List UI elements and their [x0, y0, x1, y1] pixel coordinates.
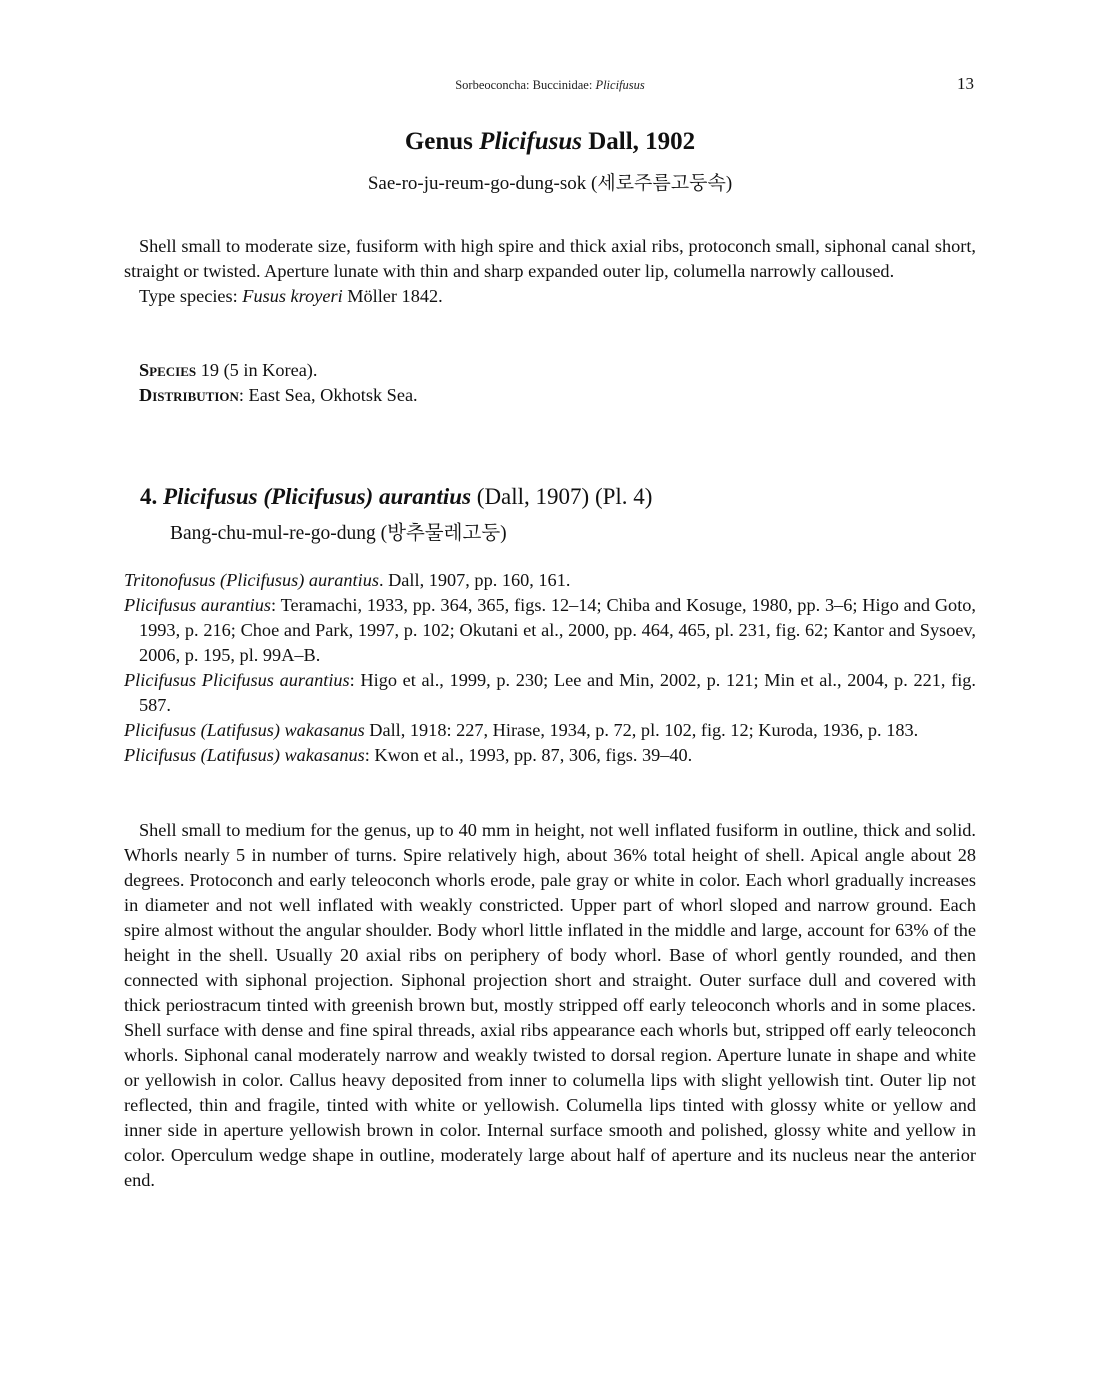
species-subgenus: (Plicifusus) [263, 484, 374, 509]
distribution-value: : East Sea, Okhotsk Sea. [238, 385, 418, 405]
page-number: 13 [957, 74, 974, 93]
species-description-block [124, 818, 976, 1193]
running-head-prefix: Sorbeoconcha: Buccinidae: [455, 78, 596, 92]
species-author: (Dall, 1907) (Pl. 4) [471, 484, 653, 509]
synonym-entry [124, 568, 976, 593]
synonym-name: Plicifusus aurantius [124, 595, 272, 615]
genus-description: Shell small to moderate size, fusiform with high spire and thick axial ribs, protoconch small, siphonal canal short, straight or twisted. Aperture lunate with thin and sharp expanded outer lip, columella narrowly calloused. [124, 236, 976, 281]
species-genus: Plicifusus [163, 484, 258, 509]
synonym-reference: Dall, 1918: 227, Hirase, 1934, p. 72, pl. 102, fig. 12; Kuroda, 1936, p. 183. [364, 720, 919, 740]
genus-title-name: Plicifusus [479, 128, 582, 155]
species-title [140, 484, 652, 510]
synonym-reference: : Kwon et al., 1993, pp. 87, 306, figs. 39–40. [364, 745, 693, 765]
genus-title [0, 128, 1100, 156]
synonym-entry [124, 718, 976, 743]
genus-info-block [124, 358, 976, 408]
synonym-reference: : Higo et al., 1999, p. 230; Lee and Min, 2002, p. 121; Min et al., 2004, p. 221, fig. 587. [139, 670, 976, 715]
type-species [124, 284, 976, 309]
running-head [0, 78, 1100, 93]
species-description: Shell small to medium for the genus, up to 40 mm in height, not well inflated fusiform in outline, thick and solid. Whorls nearly 5 in number of turns. Spire relatively high, about 36% total height of shell. Apical angle about 28 degrees. Protoconch and early teleoconch whorls erode, pale gray or white in color. Each whorl gradually increases in diameter and not well inflated with weakly constricted. Upper part of whorl sloped and narrow ground. Each spire almost without the angular shoulder. Body whorl little inflated in the middle and large, account for 63% of the height in the shell. Usually 20 axial ribs on periphery of body whorl. Base of whorl gently rounded, and then connected with siphonal projection. Siphonal projection short and straight. Outer surface dull and covered with thick periostracum tinted with greenish brown but, mostly stripped off early teleoconch whorls and in some places. Shell surface with dense and fine spiral threads, axial ribs appearance each whorls but, stripped off early teleoconch whorls. Siphonal canal moderately narrow and weakly twisted to dorsal region. Aperture lunate in shape and white or yellowish in color. Callus heavy deposited from inner to columella lips with slight yellowish tint. Outer lip not reflected, thin and fragile, tinted with white or yellowish. Columella lips tinted with glossy white or yellow and inner side in aperture yellowish brown in color. Internal surface smooth and polished, glossy white and yellow in color. Operculum wedge shape in outline, moderately large about half of aperture and its nucleus near the anterior end. [124, 820, 976, 1190]
synonym-name: Tritonofusus (Plicifusus) aurantius [124, 570, 379, 590]
distribution [124, 383, 976, 408]
species-number: 4. [140, 484, 158, 509]
type-species-label: Type species: [139, 286, 243, 306]
distribution-label: Distribution [139, 385, 239, 405]
synonym-entry [124, 593, 976, 668]
synonym-name: Plicifusus Plicifusus aurantius [124, 670, 350, 690]
species-korean-name: Bang-chu-mul-re-go-dung (방추물레고둥) [170, 523, 507, 544]
species-count [124, 358, 976, 383]
synonym-entry [124, 743, 976, 768]
genus-title-prefix: Genus [404, 128, 480, 155]
genus-title-author: Dall, 1902 [581, 128, 696, 155]
synonym-name: Plicifusus (Latifusus) wakasanus [124, 745, 365, 765]
synonym-reference: : Teramachi, 1933, pp. 364, 365, figs. 12–14; Chiba and Kosuge, 1980, pp. 3–6; Higo and Goto, 1993, p. 216; Choe and Park, 1997, p. 102; Okutani et al., 2000, pp. 464, 465, pl. 231, fig. 62; Kantor and Sysoev, 2006, p. 195, pl. 99A–B. [139, 595, 976, 665]
synonym-name: Plicifusus (Latifusus) wakasanus [124, 720, 365, 740]
genus-korean-name: Sae-ro-ju-reum-go-dung-sok (세로주름고둥속) [367, 173, 733, 194]
running-head-genus: Plicifusus [595, 78, 645, 92]
synonym-reference: . Dall, 1907, pp. 160, 161. [378, 570, 571, 590]
species-count-value: 19 (5 in Korea). [196, 360, 318, 380]
type-species-author: Möller 1842. [342, 286, 443, 306]
synonymy-list [124, 568, 976, 768]
synonym-entry [124, 668, 976, 718]
genus-description-block [124, 234, 976, 309]
species-count-label: Species [139, 360, 197, 380]
species-epithet: aurantius [378, 484, 472, 509]
type-species-name: Fusus kroyeri [242, 286, 343, 306]
